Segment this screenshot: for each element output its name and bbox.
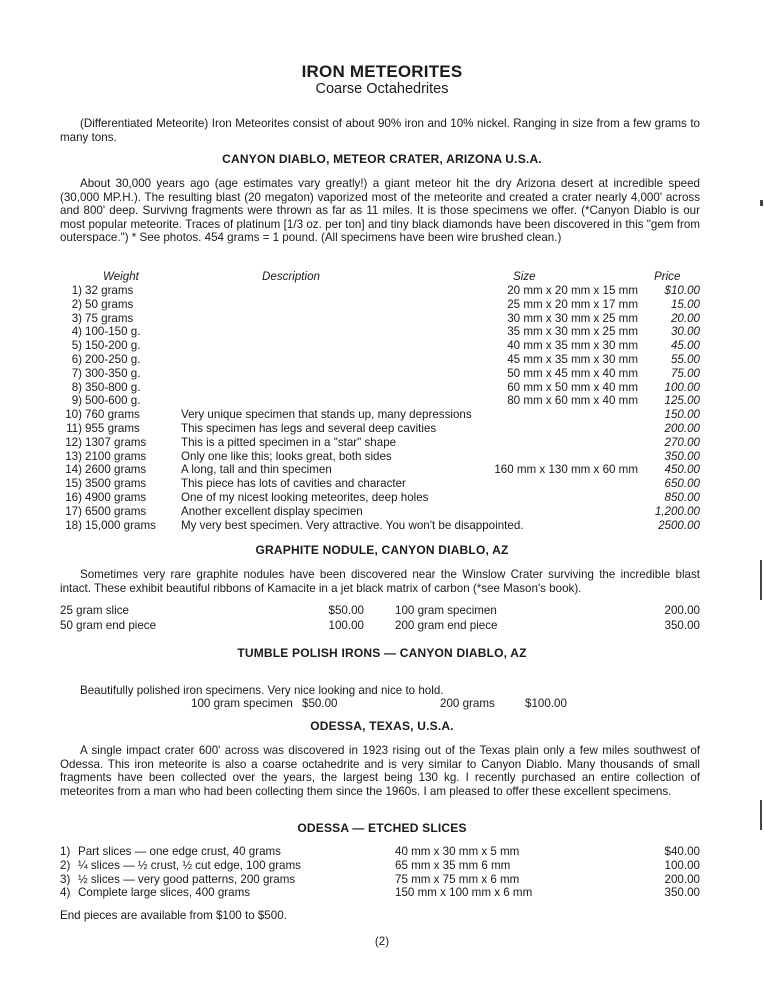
item-description: This is a pitted specimen in a "star" shape [181, 435, 397, 449]
item-weight: 200-250 g. [85, 353, 141, 366]
price-table-header [0, 270, 764, 284]
slice-size: 65 mm x 35 mm 6 mm [395, 858, 511, 872]
tumble-item1-price: $50.00 [302, 697, 338, 710]
item-size: 40 mm x 35 mm x 30 mm [507, 339, 638, 353]
price-column-header: Price [654, 270, 681, 283]
tumble-item2-label: 200 grams [440, 697, 495, 710]
item-weight: 955 grams [85, 422, 140, 435]
item-size: 25 mm x 20 mm x 17 mm [507, 297, 638, 311]
item-size: 35 mm x 30 mm x 25 mm [507, 325, 638, 339]
table-row [0, 367, 764, 381]
page-subtitle: Coarse Octahedrites [315, 81, 449, 97]
item-size: 20 mm x 20 mm x 15 mm [507, 284, 638, 297]
item-description: A long, tall and thin specimen [181, 463, 332, 477]
item-price: 15.00 [670, 297, 700, 311]
item-size: 30 mm x 30 mm x 25 mm [507, 311, 638, 325]
item-weight: 100-150 g. [85, 325, 141, 339]
slice-price: 200.00 [664, 872, 700, 886]
description-column-header: Description [262, 270, 320, 283]
item-number: 8) [71, 380, 82, 394]
item-price: 2500.00 [658, 518, 700, 532]
item-weight: 4900 grams [85, 491, 147, 504]
slice-number: 4) [60, 886, 71, 900]
item-number: 16) [65, 491, 82, 504]
slice-size: 75 mm x 75 mm x 6 mm [395, 872, 520, 886]
graphite-left-price: 100.00 [328, 619, 364, 632]
tumble-prices [0, 697, 764, 711]
item-price: 125.00 [664, 394, 700, 408]
item-price: 450.00 [664, 463, 700, 477]
item-number: 3) [71, 311, 82, 325]
item-number: 12) [65, 435, 82, 449]
item-number: 10) [65, 408, 82, 422]
item-size: 60 mm x 50 mm x 40 mm [507, 380, 638, 394]
table-row [0, 394, 764, 408]
item-weight: 32 grams [85, 284, 134, 297]
item-weight: 2100 grams [85, 449, 147, 463]
item-weight: 300-350 g. [85, 366, 141, 380]
graphite-right-price: 350.00 [664, 619, 700, 632]
item-number: 14) [65, 463, 82, 477]
table-row [0, 519, 764, 533]
item-price: 650.00 [664, 477, 700, 491]
odessa-paragraph: A single impact crater 600' across was discovered in 1923 rising out of the Texas plain only a few miles southwest of Odessa. This iron meteorite is also a coarse octahedrite and is very similar to Canyon Diablo. Many thousands of small fragments have been collected over the years, the largest being 130 kg. I recently purchased an entire collection of meteorites from a man who had been collecting them since the 1960s. I am pleased to offer these excellent specimens. [60, 744, 700, 798]
slice-number: 1) [60, 845, 71, 858]
item-price: 200.00 [664, 422, 700, 435]
item-price: 55.00 [670, 353, 700, 366]
graphite-left-price: $50.00 [328, 604, 364, 617]
table-row [0, 463, 764, 477]
canyon-diablo-paragraph: About 30,000 years ago (age estimates vary greatly!) a giant meteor hit the dry Arizona desert at incredible speed (30,000 MP.H.). The resulting blast (20 megaton) vaporized most of the meteorite and created a crater nearly 4,000' across and 800' deep. Survivng fragments were thrown as far as 11 miles. It is those specimens we offer. (*Canyon Diablo is our most popular meteorite. Traces of platinum [1/3 oz. per ton] and tiny black diamonds have been discovered in this "gem from outerspace.") * See photos. 454 grams = 1 pound. (All specimens have been wire brushed clean.) [60, 177, 700, 245]
item-price: 20.00 [670, 311, 700, 325]
item-number: 2) [71, 297, 82, 311]
page-title: IRON METEORITES [301, 62, 463, 81]
item-price: 150.00 [664, 408, 700, 422]
item-description: Only one like this; looks great, both sides [181, 449, 392, 463]
etched-slices-heading: ODESSA — ETCHED SLICES [297, 821, 467, 835]
table-row [0, 284, 764, 298]
item-number: 4) [71, 325, 82, 339]
item-price: 350.00 [664, 449, 700, 463]
item-weight: 75 grams [85, 311, 134, 325]
scan-edge-mark [760, 200, 763, 206]
graphite-heading: GRAPHITE NODULE, CANYON DIABLO, AZ [255, 543, 509, 557]
item-number: 11) [66, 422, 82, 435]
item-size: 80 mm x 60 mm x 40 mm [507, 394, 638, 408]
item-price: 270.00 [664, 435, 700, 449]
slice-price: 100.00 [664, 858, 700, 872]
item-number: 15) [65, 477, 82, 491]
tumble-item2-price: $100.00 [525, 697, 567, 710]
item-description: This piece has lots of cavities and character [181, 477, 406, 491]
item-price: 30.00 [670, 325, 700, 339]
page-number: (2) [374, 935, 390, 948]
item-price: 75.00 [670, 366, 700, 380]
graphite-right-price: 200.00 [664, 604, 700, 617]
canyon-diablo-heading: CANYON DIABLO, METEOR CRATER, ARIZONA U.S.A. [222, 152, 542, 166]
item-number: 13) [65, 449, 82, 463]
item-description: Another excellent display specimen [181, 504, 363, 518]
weight-column-header: Weight [103, 270, 139, 283]
item-weight: 15,000 grams [85, 518, 156, 532]
table-row [0, 505, 764, 519]
table-row [0, 845, 764, 859]
item-price: 45.00 [670, 339, 700, 353]
item-description: One of my nicest looking meteorites, deep holes [181, 491, 429, 504]
scan-edge-mark [760, 800, 762, 830]
item-number: 17) [65, 504, 82, 518]
item-description: My very best specimen. Very attractive. You won't be disappointed. [181, 518, 524, 532]
slice-number: 2) [60, 858, 71, 872]
graphite-row [0, 604, 764, 618]
slice-number: 3) [60, 872, 71, 886]
item-weight: 150-200 g. [85, 339, 141, 353]
table-row [0, 325, 764, 339]
item-weight: 3500 grams [85, 477, 147, 491]
table-row [0, 859, 764, 873]
slice-description: ½ slices — very good patterns, 200 grams [78, 872, 296, 886]
item-weight: 2600 grams [85, 463, 147, 477]
item-size: 160 mm x 130 mm x 60 mm [494, 463, 638, 477]
graphite-right-label: 200 gram end piece [395, 619, 498, 632]
tumble-line: Beautifully polished iron specimens. Very nice looking and nice to hold. [80, 684, 444, 697]
slice-size: 40 mm x 30 mm x 5 mm [395, 845, 520, 858]
slice-description: Part slices — one edge crust, 40 grams [78, 845, 281, 858]
table-row [0, 886, 764, 900]
table-row [0, 298, 764, 312]
table-row [0, 873, 764, 887]
item-weight: 6500 grams [85, 504, 147, 518]
table-row [0, 339, 764, 353]
graphite-row [0, 619, 764, 633]
graphite-left-label: 25 gram slice [60, 604, 129, 617]
odessa-heading: ODESSA, TEXAS, U.S.A. [310, 719, 454, 733]
item-weight: 760 grams [85, 408, 140, 422]
item-description: This specimen has legs and several deep cavities [181, 422, 437, 435]
slice-price: $40.00 [664, 845, 700, 858]
item-price: 850.00 [664, 491, 700, 504]
item-size: 50 mm x 45 mm x 40 mm [507, 366, 638, 380]
slice-price: 350.00 [664, 886, 700, 900]
graphite-paragraph: Sometimes very rare graphite nodules have been discovered near the Winslow Crater surviving the incredible blast intact. These exhibit beautiful ribbons of Kamacite in a jet black matrix of carbon (*see Mason's book). [60, 568, 700, 595]
item-number: 5) [71, 339, 82, 353]
item-number: 7) [71, 366, 82, 380]
table-row [0, 477, 764, 491]
item-size: 45 mm x 35 mm x 30 mm [507, 353, 638, 366]
item-number: 9) [71, 394, 82, 408]
item-description: Very unique specimen that stands up, many depressions [181, 408, 472, 422]
tumble-item1-label: 100 gram specimen [191, 697, 293, 710]
item-weight: 500-600 g. [85, 394, 141, 408]
item-number: 1) [71, 284, 82, 297]
item-weight: 50 grams [85, 297, 134, 311]
slice-description: ¼ slices — ½ crust, ½ cut edge, 100 grams [78, 858, 301, 872]
end-pieces-note: End pieces are available from $100 to $500. [60, 909, 287, 922]
intro-paragraph: (Differentiated Meteorite) Iron Meteorites consist of about 90% iron and 10% nickel. Ranging in size from a few grams to many tons. [60, 117, 700, 144]
table-row [0, 312, 764, 326]
tumble-heading: TUMBLE POLISH IRONS — CANYON DIABLO, AZ [237, 646, 527, 660]
graphite-left-label: 50 gram end piece [60, 619, 157, 632]
slice-size: 150 mm x 100 mm x 6 mm [395, 886, 533, 900]
graphite-right-label: 100 gram specimen [395, 604, 497, 617]
item-weight: 350-800 g. [85, 380, 141, 394]
table-row [0, 422, 764, 436]
table-row [0, 450, 764, 464]
item-number: 18) [65, 518, 82, 532]
size-column-header: Size [513, 270, 536, 283]
item-price: $10.00 [664, 284, 700, 297]
table-row [0, 381, 764, 395]
item-weight: 1307 grams [85, 435, 147, 449]
slice-description: Complete large slices, 400 grams [78, 886, 251, 900]
table-row [0, 436, 764, 450]
table-row [0, 353, 764, 367]
item-number: 6) [71, 353, 82, 366]
item-price: 100.00 [664, 380, 700, 394]
table-row [0, 408, 764, 422]
scan-edge-mark [760, 560, 762, 600]
table-row [0, 491, 764, 505]
item-price: 1,200.00 [654, 504, 700, 518]
